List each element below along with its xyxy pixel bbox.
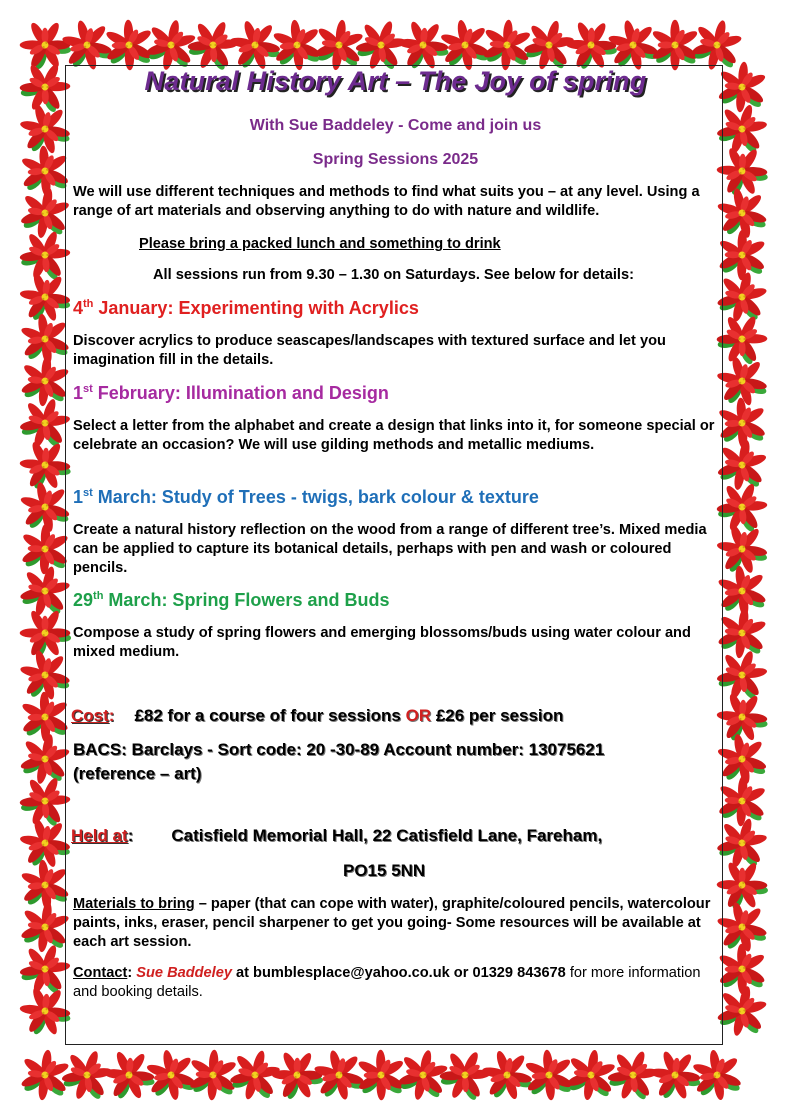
poinsettia-icon xyxy=(187,1048,238,1101)
poinsettia-icon xyxy=(96,1042,161,1108)
cost-or: OR xyxy=(405,706,432,725)
bacs-reference: (reference – art) xyxy=(73,764,202,783)
materials-paragraph xyxy=(73,895,718,952)
page-title: Natural History Art – The Joy of spring xyxy=(144,66,647,96)
poinsettia-icon xyxy=(104,19,154,71)
session-heading-3-ordinal: st xyxy=(83,487,93,499)
session-heading-2-ordinal: st xyxy=(83,383,93,395)
poinsettia-icon xyxy=(651,20,699,71)
poinsettia-icon xyxy=(20,523,70,575)
held-at-line xyxy=(71,826,602,846)
poinsettia-icon xyxy=(18,1047,72,1103)
session-heading-1-day: 4 xyxy=(73,298,84,318)
contact-paragraph xyxy=(73,964,718,1002)
cost-label: Cost xyxy=(71,706,109,725)
poinsettia-icon xyxy=(481,18,533,72)
intro-paragraph: We will use different techniques and methods to find what suits you – at any level. Using a range of art materials and observing anything to do with nature and wildlife. xyxy=(73,184,700,219)
session-heading-4-title: March: Spring Flowers and Buds xyxy=(103,590,390,610)
poinsettia-icon xyxy=(715,605,769,661)
poinsettia-icon xyxy=(18,353,71,408)
poinsettia-icon xyxy=(523,1048,576,1103)
session-heading-2 xyxy=(73,383,389,404)
session-heading-4 xyxy=(73,590,389,611)
venue-postcode: PO15 5NN xyxy=(343,861,426,880)
poinsettia-icon xyxy=(716,774,767,827)
session-heading-2-day: 1 xyxy=(73,383,84,403)
poinsettia-icon xyxy=(717,229,766,280)
cost-line xyxy=(71,706,563,726)
held-at-colon: : xyxy=(127,826,134,845)
subtitle-sessions: Spring Sessions 2025 xyxy=(312,151,479,168)
contact-more: for more information and booking details. xyxy=(73,965,701,1000)
session-heading-2-title: February: Illumination and Design xyxy=(92,383,389,403)
session-heading-1-title: January: Experimenting with Acrylics xyxy=(93,298,419,318)
materials-text: – paper (that can cope with water), graphite/coloured pencils, watercolour paints, inks, eraser, pencil sharpener to get you going- Some resources will be available at each art session. xyxy=(73,896,711,950)
cost-course-price: £82 for a course of four sessions xyxy=(134,706,406,725)
poinsettia-icon xyxy=(717,943,766,994)
poinsettia-icon xyxy=(20,691,70,743)
session-heading-3 xyxy=(73,487,539,508)
session-heading-3-day: 1 xyxy=(73,487,84,507)
poinsettia-icon xyxy=(18,857,71,912)
poinsettia-icon xyxy=(643,1042,707,1107)
session-heading-1 xyxy=(73,298,419,319)
session-times: All sessions run from 9.30 – 1.30 on Saturdays. See below for details: xyxy=(153,267,634,283)
contact-name: Sue Baddeley xyxy=(136,965,232,981)
poinsettia-icon xyxy=(264,1041,331,1109)
bacs-details: BACS: Barclays - Sort code: 20 -30-89 Account number: 13075621 xyxy=(73,740,605,759)
poinsettia-icon xyxy=(716,60,769,115)
session-heading-1-ordinal: th xyxy=(83,298,94,310)
cost-session-price: £26 per session xyxy=(431,706,564,725)
poinsettia-icon xyxy=(19,144,71,198)
session-text-2: Select a letter from the alphabet and create a design that links into it, for someone special or celebrate an occasion? We will use gilding methods and metallic mediums. xyxy=(73,418,715,453)
session-text-3: Create a natural history reflection on the wood from a range of different tree’s. Mixed media can be applied to capture its botanical details, perhaps with pen and wash or coloured pencils. xyxy=(73,522,707,576)
poinsettia-icon xyxy=(356,1049,405,1100)
materials-label: Materials to bring xyxy=(73,896,195,912)
session-heading-4-day: 29 xyxy=(73,590,94,610)
contact-colon: : xyxy=(127,965,137,981)
venue-address: Catisfield Memorial Hall, 22 Catisfield Lane, Fareham, xyxy=(171,826,603,845)
cost-colon: : xyxy=(108,706,115,725)
session-text-1: Discover acrylics to produce seascapes/landscapes with textured surface and let you imagination fill in the details. xyxy=(73,333,666,368)
subtitle-tutor: With Sue Baddeley - Come and join us xyxy=(249,117,542,134)
bring-lunch-note: Please bring a packed lunch and something to drink xyxy=(139,236,501,252)
contact-details: at bumblesplace@yahoo.co.uk or 01329 843678 xyxy=(231,965,566,981)
poinsettia-icon xyxy=(716,396,767,449)
contact-label: Contact xyxy=(73,965,128,981)
session-text-4: Compose a study of spring flowers and emerging blossoms/buds using water colour and mixed medium. xyxy=(73,625,691,660)
held-at-label: Held at xyxy=(71,826,128,845)
session-heading-3-title: March: Study of Trees - twigs, bark colour & texture xyxy=(92,487,539,507)
session-heading-4-ordinal: th xyxy=(93,590,104,602)
